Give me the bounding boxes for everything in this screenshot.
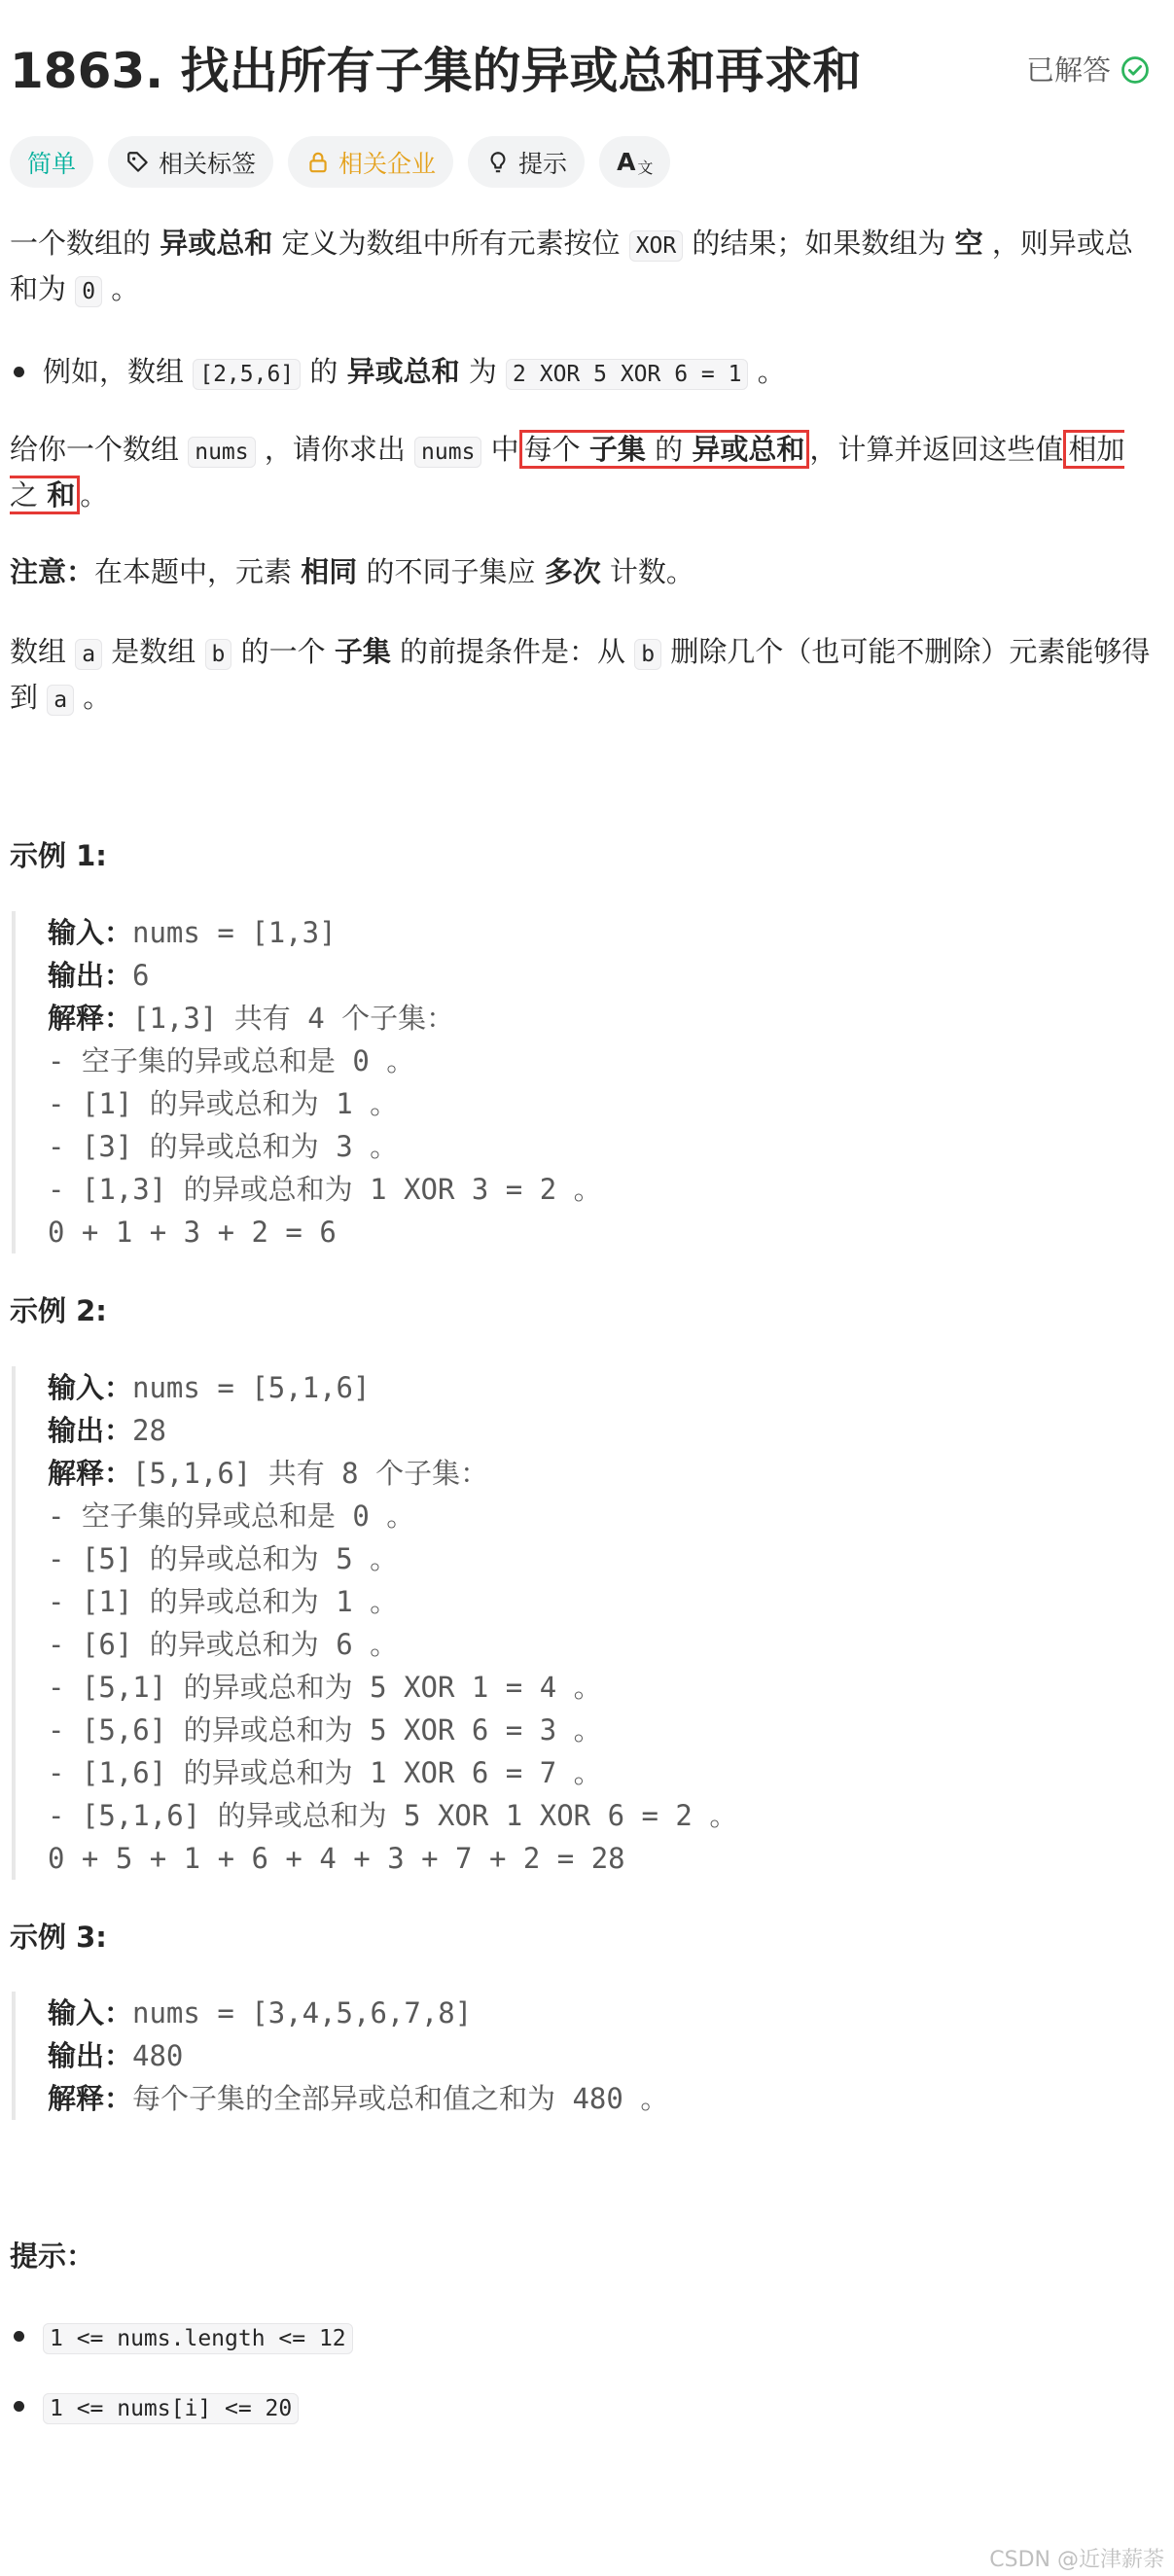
output-value: 6	[132, 959, 150, 992]
text: 的一个	[231, 635, 335, 668]
term-subset: 子集	[588, 433, 646, 466]
explanation-text: [1,3] 共有 4 个子集：	[132, 1002, 455, 1035]
translate-icon: A	[617, 148, 636, 176]
output-value: 28	[132, 1414, 166, 1447]
term-xor-sum: 异或总和	[692, 433, 805, 466]
inline-code: nums	[414, 437, 481, 468]
input-label: 输入：	[48, 1371, 133, 1404]
example-output-line	[48, 2034, 1155, 2077]
example-3-block	[12, 1992, 1155, 2120]
tag-icon	[125, 150, 151, 175]
explanation-line: - [1] 的异或总和为 1 。	[48, 1087, 399, 1120]
output-label: 输出：	[48, 959, 133, 992]
text: 一个数组的	[10, 227, 160, 260]
text: 是数组	[102, 635, 205, 668]
text: 的不同子集应	[357, 555, 545, 588]
companies-label: 相关企业	[338, 149, 437, 178]
description-paragraph-2	[10, 428, 1153, 516]
example-explanation-line	[48, 1452, 1155, 1495]
constraint-code: 1 <= nums[i] <= 20	[43, 2393, 299, 2424]
text: 为	[459, 355, 507, 388]
explanation-line: - [5] 的异或总和为 5 。	[48, 1542, 399, 1575]
constraint-item	[12, 2384, 1155, 2430]
example-explanation-line	[48, 997, 1155, 1040]
watermark-footer: CSDN @近津薪荼	[989, 2548, 1164, 2572]
example-input-line	[48, 911, 1155, 954]
topics-tag-button[interactable]	[108, 136, 273, 188]
translate-button[interactable]	[599, 136, 670, 188]
constraint-code: 1 <= nums.length <= 12	[43, 2323, 353, 2354]
example-2-block	[12, 1366, 1155, 1880]
text: 的结果；如果数组为	[683, 227, 955, 260]
text: 例如，数组	[43, 355, 194, 388]
input-label: 输入：	[48, 1996, 133, 2029]
difficulty-label: 简单	[27, 149, 77, 178]
explanation-line: - 空子集的异或总和是 0 。	[48, 1500, 415, 1533]
text: 计数。	[600, 555, 694, 588]
explanation-line: 0 + 5 + 1 + 6 + 4 + 3 + 7 + 2 = 28	[48, 1842, 625, 1875]
output-value: 480	[132, 2039, 184, 2072]
example-2-heading: 示例 2:	[10, 1294, 107, 1327]
constraints-heading: 提示：	[10, 2240, 95, 2273]
title-row	[10, 37, 1150, 105]
inline-code: 2 XOR 5 XOR 6 = 1	[506, 359, 748, 390]
text: 相加之	[10, 433, 1125, 512]
explanation-line: - 空子集的异或总和是 0 。	[48, 1044, 415, 1077]
example-output-line	[48, 1409, 1155, 1452]
explanation-label: 解释：	[48, 2082, 133, 2115]
text: 数组	[10, 635, 76, 668]
description-bullet-1	[12, 350, 1155, 396]
tag-bar	[10, 136, 670, 188]
lightbulb-icon	[485, 150, 511, 175]
term-sum: 和	[47, 478, 76, 512]
term-xor-sum: 异或总和	[346, 355, 460, 388]
explanation-text: [5,1,6] 共有 8 个子集：	[132, 1457, 489, 1490]
explanation-line: 0 + 1 + 3 + 2 = 6	[48, 1216, 337, 1249]
inline-code: 0	[75, 276, 102, 307]
explanation-line: - [5,1] 的异或总和为 5 XOR 1 = 4 。	[48, 1671, 602, 1704]
explanation-line: - [3] 的异或总和为 3 。	[48, 1130, 399, 1163]
text: 。	[74, 681, 112, 714]
lock-icon	[305, 150, 331, 175]
text: 给你一个数组	[10, 433, 189, 466]
example-1-heading: 示例 1:	[10, 839, 107, 872]
inline-code: a	[75, 639, 102, 670]
highlight-box	[519, 430, 810, 469]
explanation-line: - [1,3] 的异或总和为 1 XOR 3 = 2 。	[48, 1173, 602, 1206]
description-paragraph-1	[10, 222, 1153, 313]
note-label: 注意：	[10, 555, 95, 588]
explanation-line: - [1] 的异或总和为 1 。	[48, 1585, 399, 1618]
example-output-line	[48, 954, 1155, 997]
page-title[interactable]: 1863. 找出所有子集的异或总和再求和	[10, 43, 862, 99]
topics-label: 相关标签	[159, 149, 257, 178]
term-subset: 子集	[334, 635, 391, 668]
constraint-item	[12, 2314, 1155, 2360]
inline-code: b	[634, 639, 661, 670]
example-input-line	[48, 1992, 1155, 2034]
inline-code: a	[47, 685, 74, 716]
text: 定义为数组中所有元素按位	[272, 227, 629, 260]
example-1-block	[12, 911, 1155, 1253]
output-label: 输出：	[48, 2039, 133, 2072]
explanation-label: 解释：	[48, 1002, 133, 1035]
companies-tag-button[interactable]	[288, 136, 453, 188]
inline-code: XOR	[629, 230, 684, 262]
inline-code: [2,5,6]	[193, 359, 301, 390]
description-subset-definition	[10, 630, 1153, 722]
input-label: 输入：	[48, 916, 133, 949]
text: ，则异或总和为	[10, 227, 1133, 305]
description-note	[10, 550, 1153, 593]
input-value: nums = [5,1,6]	[132, 1371, 371, 1404]
output-label: 输出：	[48, 1414, 133, 1447]
text: ，计算并返回这些值	[809, 433, 1064, 466]
input-value: nums = [3,4,5,6,7,8]	[132, 1996, 473, 2029]
solved-label: 已解答	[1025, 53, 1111, 87]
hint-label: 提示	[518, 149, 568, 178]
term-empty: 空	[954, 227, 983, 260]
text: 的	[301, 355, 347, 388]
text: 在本题中，元素	[94, 555, 302, 588]
explanation-line: - [1,6] 的异或总和为 1 XOR 6 = 7 。	[48, 1756, 602, 1789]
term-multiple: 多次	[544, 555, 601, 588]
solved-status	[1026, 51, 1150, 89]
inline-code: nums	[188, 437, 255, 468]
translate-icon-subscript: 文	[637, 159, 654, 177]
text: 的前提条件是：从	[390, 635, 635, 668]
explanation-line: - [5,6] 的异或总和为 5 XOR 6 = 3 。	[48, 1713, 602, 1747]
explanation-line: - [5,1,6] 的异或总和为 5 XOR 1 XOR 6 = 2 。	[48, 1799, 738, 1832]
text: 的	[645, 433, 693, 466]
term-same: 相同	[301, 555, 358, 588]
hint-button[interactable]	[468, 136, 585, 188]
inline-code: b	[205, 639, 232, 670]
text: ，请你求出	[255, 433, 415, 466]
text: 。	[80, 478, 109, 512]
explanation-text: 每个子集的全部异或总和值之和为 480 。	[132, 2082, 669, 2115]
input-value: nums = [1,3]	[132, 916, 337, 949]
explanation-label: 解释：	[48, 1457, 133, 1490]
text: 。	[102, 272, 140, 305]
text: 删除几个（也可能不删除）元素能够得到	[10, 635, 1151, 714]
text: 每个	[523, 433, 589, 466]
term-xor-sum: 异或总和	[160, 227, 273, 260]
difficulty-badge[interactable]	[10, 136, 93, 188]
text: 中	[481, 433, 519, 466]
example-3-heading: 示例 3:	[10, 1921, 107, 1954]
explanation-line: - [6] 的异或总和为 6 。	[48, 1628, 399, 1661]
text: 。	[748, 355, 786, 388]
example-input-line	[48, 1366, 1155, 1409]
check-circle-icon	[1121, 55, 1150, 85]
example-explanation-line	[48, 2077, 1155, 2120]
